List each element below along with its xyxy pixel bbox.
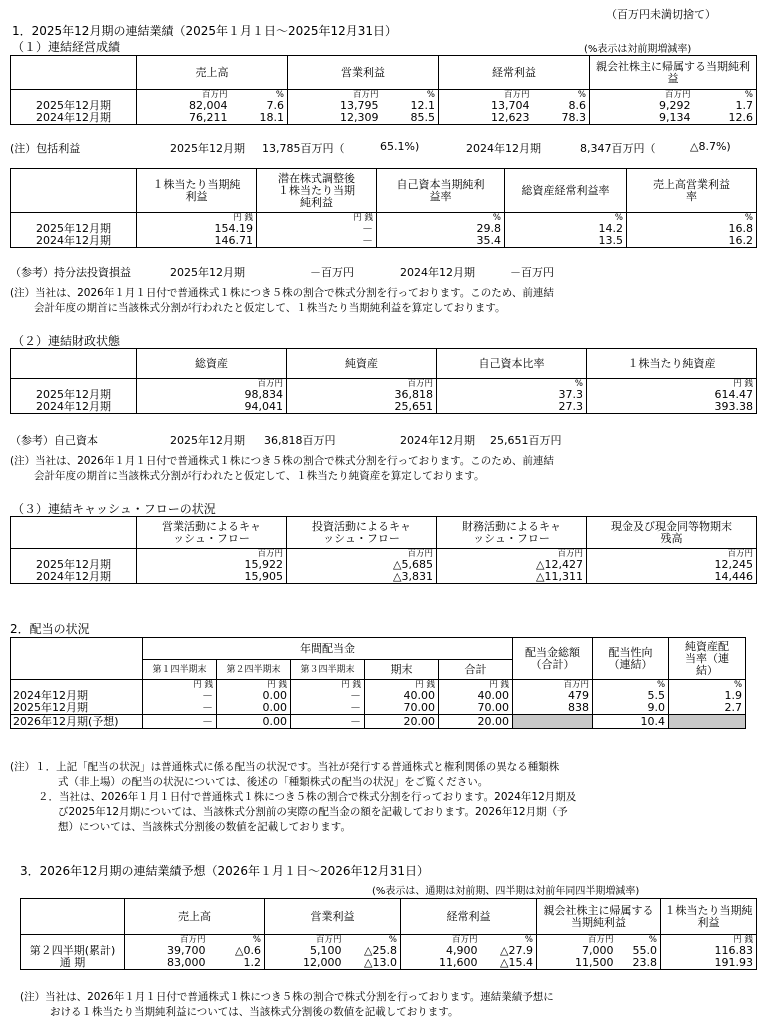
unit: % [593, 680, 669, 691]
unit: 百万円 [587, 549, 757, 560]
unit: 百万円 [137, 549, 287, 560]
cell: 7.6 [231, 100, 288, 112]
header-operating-cf: 営業活動によるキャッシュ・フロー [137, 517, 287, 549]
cell: 2.7 [669, 702, 746, 715]
header-sales: 売上高 [137, 56, 288, 90]
unit: 百万円 [265, 935, 345, 946]
unit: % [382, 90, 439, 101]
cell: △15.4 [481, 957, 537, 970]
row-label: 2024年12月期 [11, 690, 143, 702]
header-year-end: 期末 [365, 660, 439, 680]
cell: 7,000 [537, 945, 617, 957]
cell: 1.7 [694, 100, 757, 112]
section3-title: 3．2026年12月期の連結業績予想（2026年１月１日～2026年12月31日） [20, 864, 430, 878]
cell: 8.6 [533, 100, 590, 112]
header-financing-cf: 財務活動によるキャッシュ・フロー [437, 517, 587, 549]
note-bps-split-line1: (注）当社は、2026年１月１日付で普通株式１株につき５株の割合で株式分割を行っております。このため、前連結 [10, 455, 554, 467]
header-ordinary-profit: 経常利益 [439, 56, 590, 90]
change-rate-note: (%表示は対前期増減率) [584, 44, 692, 55]
header-q2: 第２四半期末 [217, 660, 291, 680]
table-row [11, 223, 757, 235]
header-blank [11, 349, 137, 379]
cell: 15,905 [137, 571, 287, 584]
header-equity-ratio: 自己資本比率 [437, 349, 587, 379]
equity-ref-period2: 2024年12月期 [400, 434, 475, 447]
unit: 円 銭 [439, 680, 513, 691]
cell: 12,309 [288, 112, 382, 125]
cell-shaded [513, 715, 593, 729]
table-row [11, 702, 746, 715]
equity-ref-value1: 36,818百万円 [264, 434, 336, 447]
section1-title: 1．2025年12月期の連結業績（2025年１月１日～2025年12月31日） [12, 24, 398, 38]
header-sales: 売上高 [125, 899, 265, 935]
cell: 9,292 [590, 100, 694, 112]
header-roe: 自己資本当期純利益率 [377, 169, 505, 213]
row-label: 2024年12月期 [11, 235, 137, 248]
cell: 13,704 [439, 100, 533, 112]
cell: 1.2 [209, 957, 265, 970]
cell: 479 [513, 690, 593, 702]
cell: △5,685 [287, 559, 437, 571]
equity-method-period2: 2024年12月期 [400, 266, 475, 279]
cell: △0.6 [209, 945, 265, 957]
header-blank [21, 899, 125, 935]
comprehensive-income-value1: 13,785百万円（ [262, 142, 345, 155]
cell: 614.47 [587, 389, 757, 401]
cell: 70.00 [365, 702, 439, 715]
cell: 11,600 [401, 957, 481, 970]
cell: － [143, 715, 217, 729]
header-total-dividend: 配当金総額（合計） [513, 638, 593, 680]
cell: 16.8 [627, 223, 757, 235]
header-q1: 第１四半期末 [143, 660, 217, 680]
unit: 円 銭 [143, 680, 217, 691]
cell: － [143, 690, 217, 702]
unit: 百万円 [287, 379, 437, 390]
table-row [11, 559, 757, 571]
row-label: 2026年12月期(予想) [11, 715, 143, 729]
dividend-note-line1: (注）１．上記「配当の状況」は普通株式に係る配当の状況です。当社が発行する普通株式と権利関係の異なる種類株 [10, 761, 560, 773]
cell: △11,311 [437, 571, 587, 584]
table-row [21, 957, 757, 970]
unit: 百万円 [537, 935, 617, 946]
cell: 12.6 [694, 112, 757, 125]
dividend-table [10, 637, 746, 729]
cell: 5.5 [593, 690, 669, 702]
row-label: 2024年12月期 [11, 401, 137, 414]
cell: 20.00 [365, 715, 439, 729]
unit: 円 銭 [257, 213, 377, 224]
equity-method-value1: －百万円 [310, 266, 354, 279]
comprehensive-income-rate1: 65.1%) [380, 140, 420, 153]
unit: % [345, 935, 401, 946]
header-q3: 第３四半期末 [291, 660, 365, 680]
cell-shaded [669, 715, 746, 729]
cell: 76,211 [137, 112, 231, 125]
cell: 0.00 [217, 702, 291, 715]
comprehensive-income-value2: 8,347百万円（ [580, 142, 656, 155]
dividend-note-line5: 想）については、当該株式分割後の数値を記載しております。 [58, 821, 351, 833]
cell: 39,700 [125, 945, 209, 957]
cell: 16.2 [627, 235, 757, 248]
header-annual-dividend: 年間配当金 [143, 638, 513, 660]
cell: 98,834 [137, 389, 287, 401]
table-row [11, 690, 746, 702]
cell: 11,500 [537, 957, 617, 970]
cell: 83,000 [125, 957, 209, 970]
cell: △27.9 [481, 945, 537, 957]
equity-method-value2: －百万円 [510, 266, 554, 279]
equity-ref-value2: 25,651百万円 [490, 434, 562, 447]
cell: 25,651 [287, 401, 437, 414]
unit: 円 銭 [661, 935, 757, 946]
unit: 百万円 [137, 379, 287, 390]
header-cash-balance: 現金及び現金同等物期末残高 [587, 517, 757, 549]
header-net-assets: 純資産 [287, 349, 437, 379]
section1-1-title: （１）連結経営成績 [12, 40, 121, 54]
cell: 15,922 [137, 559, 287, 571]
header-operating-profit: 営業利益 [288, 56, 439, 90]
header-payout-ratio: 配当性向（連結） [593, 638, 669, 680]
cell: 10.4 [593, 715, 669, 729]
unit: % [627, 213, 757, 224]
table-row [11, 389, 757, 401]
header-operating-profit: 営業利益 [265, 899, 401, 935]
comprehensive-income-label: (注）包括利益 [10, 142, 81, 155]
cell: － [291, 702, 365, 715]
cell: 9,134 [590, 112, 694, 125]
cell: 12,000 [265, 957, 345, 970]
cell: 82,004 [137, 100, 231, 112]
financial-position-table [10, 348, 757, 414]
cell: 29.8 [377, 223, 505, 235]
unit: 百万円 [590, 90, 694, 101]
cell: 13,795 [288, 100, 382, 112]
note-eps-split-line1: (注）当社は、2026年１月１日付で普通株式１株につき５株の割合で株式分割を行っております。このため、前連結 [10, 287, 554, 299]
table-row [21, 945, 757, 957]
cell: △13.0 [345, 957, 401, 970]
cell: 20.00 [439, 715, 513, 729]
row-label: 2025年12月期 [11, 389, 137, 401]
cell: 23.8 [617, 957, 661, 970]
unit: 円 銭 [217, 680, 291, 691]
row-label: 2024年12月期 [11, 571, 137, 584]
cell: 5,100 [265, 945, 345, 957]
header-blank [11, 169, 137, 213]
cell: 78.3 [533, 112, 590, 125]
unit: 百万円 [437, 549, 587, 560]
unit: % [669, 680, 746, 691]
table-row [11, 235, 757, 248]
forecast-rate-note: (%表示は、通期は対前期、四半期は対前年同四半期増減率) [372, 886, 640, 897]
unit: 百万円 [287, 549, 437, 560]
unit: % [481, 935, 537, 946]
header-diluted-eps: 潜在株式調整後１株当たり当期純利益 [257, 169, 377, 213]
row-label: 2024年12月期 [11, 112, 137, 125]
equity-ref-period1: 2025年12月期 [170, 434, 245, 447]
header-blank [11, 56, 137, 90]
unit: % [505, 213, 627, 224]
header-doe: 純資産配当率（連結） [669, 638, 746, 680]
cell: 36,818 [287, 389, 437, 401]
section1-3-title: （３）連結キャッシュ・フローの状況 [12, 502, 216, 516]
header-bps: １株当たり純資産 [587, 349, 757, 379]
header-blank [11, 517, 137, 549]
cell: △12,427 [437, 559, 587, 571]
header-investing-cf: 投資活動によるキャッシュ・フロー [287, 517, 437, 549]
comprehensive-income-rate2: △8.7%) [690, 140, 731, 153]
header-blank [11, 638, 143, 680]
cell: 393.38 [587, 401, 757, 414]
cell: 146.71 [137, 235, 257, 248]
cell: 14,446 [587, 571, 757, 584]
unit: 百万円 [125, 935, 209, 946]
forecast-note-line1: (注）当社は、2026年１月１日付で普通株式１株につき５株の割合で株式分割を行っております。連結業績予想に [20, 991, 554, 1003]
unit: % [209, 935, 265, 946]
equity-ref-label: （参考）自己資本 [10, 434, 98, 447]
cell: 40.00 [439, 690, 513, 702]
unit: 百万円 [439, 90, 533, 101]
unit: % [231, 90, 288, 101]
equity-method-period1: 2025年12月期 [170, 266, 245, 279]
unit: % [437, 379, 587, 390]
unit: 円 銭 [365, 680, 439, 691]
table-row [11, 571, 757, 584]
table-row [11, 401, 757, 414]
row-label: 通 期 [21, 957, 125, 970]
cell: 9.0 [593, 702, 669, 715]
cell: 85.5 [382, 112, 439, 125]
cell: － [257, 235, 377, 248]
forecast-note-line2: おける１株当たり当期純利益については、当該株式分割後の数値を記載しております。 [50, 1006, 459, 1018]
unit: % [533, 90, 590, 101]
header-ordinary-profit: 経常利益 [401, 899, 537, 935]
header-operating-margin: 売上高営業利益率 [627, 169, 757, 213]
cell: 12,623 [439, 112, 533, 125]
unit: % [617, 935, 661, 946]
cash-flow-table [10, 516, 757, 584]
cell: 1.9 [669, 690, 746, 702]
cell: 14.2 [505, 223, 627, 235]
row-label: 2025年12月期 [11, 559, 137, 571]
cell: 40.00 [365, 690, 439, 702]
cell: 70.00 [439, 702, 513, 715]
row-label: 第２四半期(累計) [21, 945, 125, 957]
header-eps: １株当たり当期純利益 [661, 899, 757, 935]
cell: 12,245 [587, 559, 757, 571]
cell: － [291, 715, 365, 729]
cell: 55.0 [617, 945, 661, 957]
row-label: 2025年12月期 [11, 702, 143, 715]
cell: 18.1 [231, 112, 288, 125]
cell: － [143, 702, 217, 715]
unit: 円 銭 [587, 379, 757, 390]
header-net-income: 親会社株主に帰属する当期純利益 [590, 56, 757, 90]
dividend-note-line3: ２．当社は、2026年１月１日付で普通株式１株につき５株の割合で株式分割を行っております。2024年12月期及 [38, 791, 577, 803]
unit: 百万円 [401, 935, 481, 946]
cell: 191.93 [661, 957, 757, 970]
comprehensive-income-period2: 2024年12月期 [466, 142, 541, 155]
table-row [11, 112, 757, 125]
header-roa: 総資産経常利益率 [505, 169, 627, 213]
comprehensive-income-period1: 2025年12月期 [170, 142, 245, 155]
unit: 百万円 [288, 90, 382, 101]
cell: 154.19 [137, 223, 257, 235]
cell: 13.5 [505, 235, 627, 248]
operating-results-table [10, 55, 757, 125]
cell: 116.83 [661, 945, 757, 957]
cell: － [291, 690, 365, 702]
cell: △3,831 [287, 571, 437, 584]
header-total-assets: 総資産 [137, 349, 287, 379]
per-share-table [10, 168, 757, 248]
cell: 4,900 [401, 945, 481, 957]
note-bps-split-line2: 会計年度の期首に当該株式分割が行われたと仮定して、１株当たり純資産を算定しております。 [34, 470, 485, 482]
note-eps-split-line2: 会計年度の期首に当該株式分割が行われたと仮定して、１株当たり当期純利益を算定しております。 [34, 302, 506, 314]
section1-2-title: （２）連結財政状態 [12, 334, 121, 348]
row-label: 2025年12月期 [11, 223, 137, 235]
unit-note: （百万円未満切捨て） [606, 8, 716, 21]
forecast-table [20, 898, 757, 970]
cell: 0.00 [217, 690, 291, 702]
cell: 94,041 [137, 401, 287, 414]
header-net-income: 親会社株主に帰属する当期純利益 [537, 899, 661, 935]
table-row [11, 100, 757, 112]
header-eps: １株当たり当期純利益 [137, 169, 257, 213]
cell: 35.4 [377, 235, 505, 248]
section2-title: 2．配当の状況 [10, 622, 90, 636]
cell: 0.00 [217, 715, 291, 729]
unit: % [694, 90, 757, 101]
cell: 12.1 [382, 100, 439, 112]
cell: 37.3 [437, 389, 587, 401]
unit: 百万円 [137, 90, 231, 101]
unit: 百万円 [513, 680, 593, 691]
header-total: 合計 [439, 660, 513, 680]
equity-method-label: （参考）持分法投資損益 [10, 266, 131, 279]
cell: － [257, 223, 377, 235]
table-row-forecast [11, 715, 746, 729]
unit: 円 銭 [291, 680, 365, 691]
cell: 27.3 [437, 401, 587, 414]
unit: 円 銭 [137, 213, 257, 224]
cell: △25.8 [345, 945, 401, 957]
unit: % [377, 213, 505, 224]
row-label: 2025年12月期 [11, 100, 137, 112]
dividend-note-line2: 式（非上場）の配当の状況については、後述の「種類株式の配当の状況」をご覧ください。 [58, 776, 489, 788]
dividend-note-line4: び2025年12月期については、当該株式分割前の実際の配当金の額を記載しております。2026年12月期（予 [58, 806, 568, 818]
cell: 838 [513, 702, 593, 715]
